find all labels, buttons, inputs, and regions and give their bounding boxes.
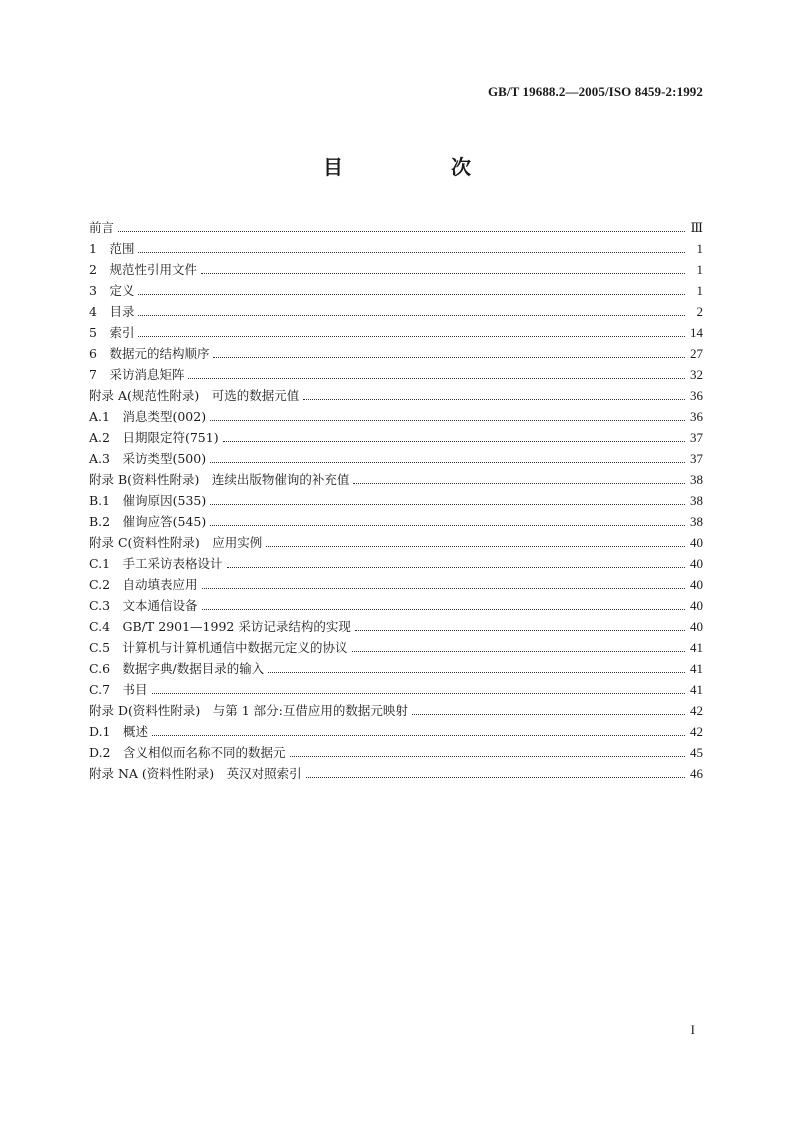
toc-entry-label: D.1 概述 [89, 724, 149, 739]
page-number: I [690, 1022, 695, 1037]
standard-code: GB/T 19688.2—2005/ISO 8459-2:1992 [487, 84, 703, 99]
toc-dot-leader [138, 322, 685, 343]
toc-entry[interactable] [89, 553, 703, 574]
toc-entry-page: 42 [690, 703, 703, 718]
toc-dot-leader [213, 343, 685, 364]
toc-dot-leader [138, 238, 685, 259]
toc-entry[interactable] [89, 574, 703, 595]
toc-entry-page: 40 [690, 556, 703, 571]
toc-entry[interactable] [89, 658, 703, 679]
toc-dot-leader [210, 490, 685, 511]
toc-entry-page: 37 [690, 430, 703, 445]
toc-entry-label: B.1 催询原因(535) [89, 493, 207, 508]
toc-entry-label: 5 索引 [89, 325, 135, 340]
toc-entry-page: 1 [696, 283, 703, 298]
toc-dot-leader [227, 553, 685, 574]
toc-dot-leader [210, 406, 685, 427]
toc-entry-page: 40 [690, 577, 703, 592]
toc-entry-page: 40 [690, 619, 703, 634]
toc-dot-leader [303, 385, 685, 406]
toc-entry-label: 7 采访消息矩阵 [89, 367, 185, 382]
toc-entry-label: 前言 [89, 220, 115, 235]
toc-entry[interactable] [89, 616, 703, 637]
toc-entry-label: A.1 消息类型(002) [89, 409, 207, 424]
toc-entry-label: 附录 D(资料性附录) 与第 1 部分:互借应用的数据元映射 [89, 703, 408, 718]
toc-entry-page: 37 [690, 451, 703, 466]
toc-entry[interactable] [89, 406, 703, 427]
toc-entry-label: B.2 催询应答(545) [89, 514, 207, 529]
toc-entry[interactable] [89, 490, 703, 511]
toc-entry[interactable] [89, 448, 703, 469]
toc-dot-leader [355, 616, 685, 637]
toc-entry-page: 2 [696, 304, 703, 319]
toc-entry[interactable] [89, 742, 703, 763]
toc-entry[interactable] [89, 763, 703, 784]
toc-dot-leader [202, 595, 685, 616]
toc-entry-page: 1 [696, 262, 703, 277]
toc-entry-page: Ⅲ [690, 220, 703, 235]
toc-entry-label: 2 规范性引用文件 [89, 262, 197, 277]
toc-entry-label: C.4 GB/T 2901—1992 采访记录结构的实现 [89, 619, 351, 634]
toc-entry-page: 32 [690, 367, 703, 382]
toc-entry-label: C.3 文本通信设备 [89, 598, 198, 613]
toc-dot-leader [201, 259, 685, 280]
toc-dot-leader [290, 742, 685, 763]
table-of-contents [89, 217, 703, 784]
toc-entry[interactable] [89, 637, 703, 658]
toc-dot-leader [306, 763, 685, 784]
toc-entry[interactable] [89, 679, 703, 700]
toc-entry-label: 1 范围 [89, 241, 135, 256]
toc-entry-page: 1 [696, 241, 703, 256]
toc-entry-page: 41 [690, 640, 703, 655]
toc-entry[interactable] [89, 238, 703, 259]
toc-entry-label: 4 目录 [89, 304, 135, 319]
toc-entry-page: 36 [690, 409, 703, 424]
toc-entry[interactable] [89, 343, 703, 364]
toc-dot-leader [138, 301, 685, 322]
toc-dot-leader [202, 574, 685, 595]
toc-entry-page: 41 [690, 682, 703, 697]
toc-entry[interactable] [89, 364, 703, 385]
toc-entry-page: 40 [690, 535, 703, 550]
toc-entry-page: 42 [690, 724, 703, 739]
toc-entry-page: 45 [690, 745, 703, 760]
toc-dot-leader [412, 700, 685, 721]
toc-dot-leader [210, 448, 685, 469]
toc-entry[interactable] [89, 322, 703, 343]
toc-entry[interactable] [89, 385, 703, 406]
toc-dot-leader [268, 658, 685, 679]
toc-entry[interactable] [89, 280, 703, 301]
toc-dot-leader [118, 217, 685, 238]
toc-entry-page: 38 [690, 472, 703, 487]
toc-entry-page: 38 [690, 493, 703, 508]
page-title: 目 次 [323, 155, 515, 179]
toc-entry-label: C.5 计算机与计算机通信中数据元定义的协议 [89, 640, 348, 655]
toc-entry-label: D.2 含义相似而名称不同的数据元 [89, 745, 286, 760]
toc-entry-page: 46 [690, 766, 703, 781]
toc-dot-leader [223, 427, 685, 448]
toc-entry[interactable] [89, 427, 703, 448]
toc-entry-label: 附录 NA (资料性附录) 英汉对照索引 [89, 766, 302, 781]
toc-dot-leader [152, 721, 685, 742]
toc-entry-label: A.2 日期限定符(751) [89, 430, 219, 445]
toc-entry[interactable] [89, 532, 703, 553]
toc-entry[interactable] [89, 259, 703, 280]
toc-entry-label: A.3 采访类型(500) [89, 451, 207, 466]
toc-entry-page: 38 [690, 514, 703, 529]
toc-entry-label: 3 定义 [89, 283, 135, 298]
toc-entry-label: C.6 数据字典/数据目录的输入 [89, 661, 265, 676]
toc-entry[interactable] [89, 301, 703, 322]
toc-dot-leader [353, 469, 685, 490]
toc-entry[interactable] [89, 721, 703, 742]
toc-entry[interactable] [89, 511, 703, 532]
toc-entry-label: C.7 书目 [89, 682, 148, 697]
toc-entry-page: 41 [690, 661, 703, 676]
toc-dot-leader [266, 532, 685, 553]
toc-dot-leader [138, 280, 685, 301]
toc-entry[interactable] [89, 595, 703, 616]
toc-entry-label: 附录 B(资料性附录) 连续出版物催询的补充值 [89, 472, 350, 487]
toc-entry-page: 36 [690, 388, 703, 403]
toc-dot-leader [152, 679, 685, 700]
toc-entry[interactable] [89, 700, 703, 721]
toc-entry-page: 27 [690, 346, 703, 361]
toc-dot-leader [352, 637, 685, 658]
toc-entry-page: 40 [690, 598, 703, 613]
toc-entry[interactable] [89, 469, 703, 490]
toc-entry-label: C.1 手工采访表格设计 [89, 556, 223, 571]
toc-entry-label: 附录 A(规范性附录) 可选的数据元值 [89, 388, 300, 403]
toc-entry-page: 14 [690, 325, 703, 340]
toc-dot-leader [188, 364, 685, 385]
toc-entry[interactable] [89, 217, 703, 238]
toc-dot-leader [210, 511, 685, 532]
toc-entry-label: 6 数据元的结构顺序 [89, 346, 210, 361]
toc-entry-label: 附录 C(资料性附录) 应用实例 [89, 535, 263, 550]
toc-entry-label: C.2 自动填表应用 [89, 577, 198, 592]
